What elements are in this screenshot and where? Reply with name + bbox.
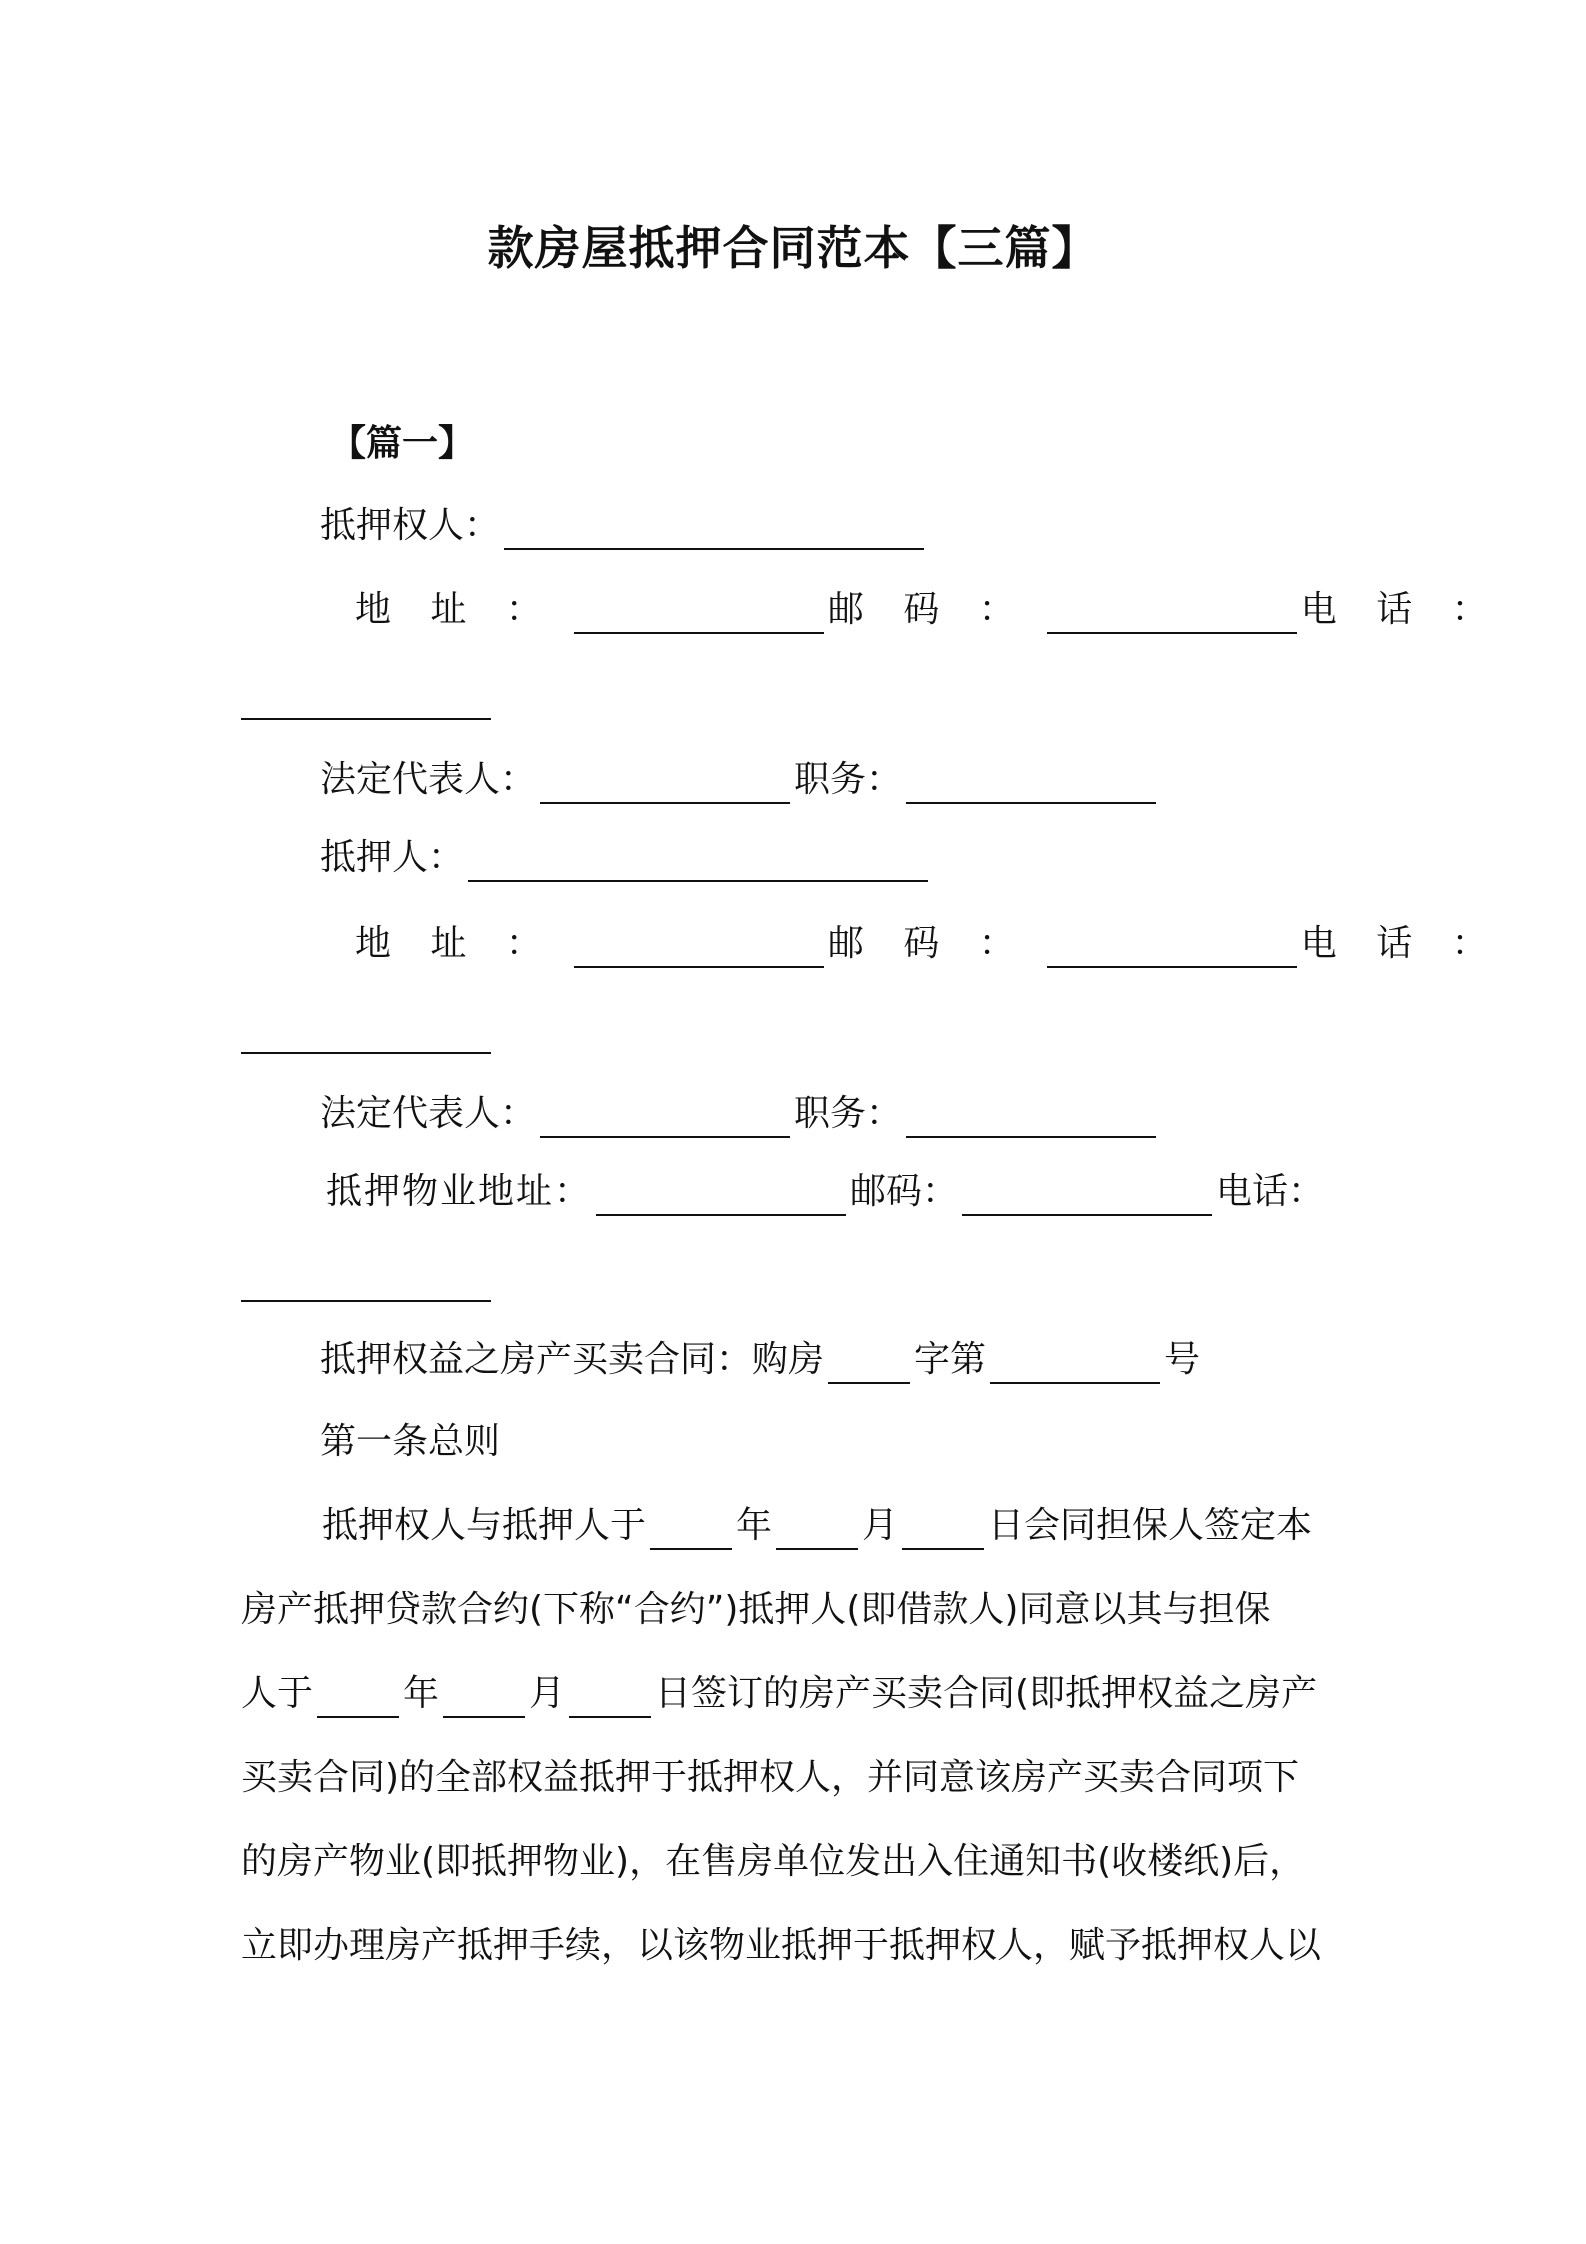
article-heading: 第一条总则 bbox=[320, 1421, 501, 1462]
legal-rep-label: 法定代表人： bbox=[320, 759, 537, 800]
mortgagor-phone-continued bbox=[241, 1006, 495, 1054]
legal-rep-blank bbox=[540, 762, 790, 804]
property-phone-label: 电话： bbox=[1216, 1171, 1325, 1212]
paragraph-line-1 bbox=[322, 1502, 1312, 1550]
contract-prefix: 抵押权益之房产买卖合同：购房 bbox=[320, 1339, 825, 1380]
paragraph-text: 年 bbox=[403, 1673, 440, 1714]
mortgagee-phone-continued bbox=[241, 672, 495, 720]
phone-label: 电 话 ： bbox=[1300, 923, 1502, 964]
paragraph-text: 月 bbox=[529, 1673, 566, 1714]
paragraph-text: 月 bbox=[862, 1505, 899, 1546]
year-blank bbox=[650, 1508, 732, 1550]
contract-char-blank bbox=[828, 1342, 910, 1384]
paragraph-line-2: 房产抵押贷款合约(下称“合约”)抵押人(即借款人)同意以其与担保 bbox=[241, 1589, 1271, 1630]
property-phone-continued bbox=[241, 1254, 495, 1302]
property-postcode-blank bbox=[962, 1174, 1212, 1216]
month-blank bbox=[443, 1676, 525, 1718]
address-label: 地 址 ： bbox=[355, 923, 556, 964]
postcode-blank bbox=[1047, 926, 1297, 968]
phone-blank bbox=[241, 1012, 491, 1054]
property-phone-blank bbox=[241, 1260, 491, 1302]
address-label: 地 址 ： bbox=[355, 589, 556, 630]
address-blank bbox=[574, 592, 824, 634]
address-blank bbox=[574, 926, 824, 968]
mortgagee-line bbox=[320, 502, 928, 550]
postcode-label: 邮 码 ： bbox=[827, 589, 1029, 630]
mortgagor-legal-rep-line bbox=[320, 1090, 1160, 1138]
paragraph-text: 抵押权人与抵押人于 bbox=[322, 1505, 647, 1546]
contract-suffix: 号 bbox=[1164, 1339, 1201, 1380]
property-postcode-label: 邮码： bbox=[850, 1171, 959, 1212]
paragraph-text: 人于 bbox=[241, 1673, 314, 1714]
position-blank bbox=[906, 762, 1156, 804]
paragraph-text: 日会同担保人签定本 bbox=[988, 1505, 1313, 1546]
paragraph-text: 年 bbox=[736, 1505, 773, 1546]
mortgagee-label: 抵押权人： bbox=[320, 505, 501, 546]
phone-label: 电 话 ： bbox=[1300, 589, 1502, 630]
mortgagee-legal-rep-line bbox=[320, 756, 1160, 804]
property-address-label: 抵押物业地址： bbox=[326, 1171, 593, 1212]
phone-blank bbox=[241, 678, 491, 720]
position-label: 职务： bbox=[794, 1093, 903, 1134]
paragraph-line-4: 买卖合同)的全部权益抵押于抵押权人，并同意该房产买卖合同项下 bbox=[241, 1757, 1300, 1798]
contract-middle: 字第 bbox=[914, 1339, 987, 1380]
mortgagor-label: 抵押人： bbox=[320, 837, 465, 878]
paragraph-text: 日签订的房产买卖合同(即抵押权益之房产 bbox=[655, 1673, 1318, 1714]
position-label: 职务： bbox=[794, 759, 903, 800]
paragraph-line-3 bbox=[241, 1670, 1317, 1718]
document-title: 款房屋抵押合同范本【三篇】 bbox=[487, 221, 1099, 275]
property-address-line bbox=[326, 1168, 1324, 1216]
postcode-label: 邮 码 ： bbox=[827, 923, 1029, 964]
mortgagor-contact-line bbox=[355, 920, 1502, 968]
mortgagee-blank bbox=[504, 508, 924, 550]
day-blank bbox=[569, 1676, 651, 1718]
position-blank bbox=[906, 1096, 1156, 1138]
contract-reference-line bbox=[320, 1336, 1200, 1384]
legal-rep-blank bbox=[540, 1096, 790, 1138]
paragraph-line-5: 的房产物业(即抵押物业)，在售房单位发出入住通知书(收楼纸)后， bbox=[241, 1841, 1306, 1882]
contract-number-blank bbox=[990, 1342, 1160, 1384]
day-blank bbox=[902, 1508, 984, 1550]
postcode-blank bbox=[1047, 592, 1297, 634]
section-heading: 【篇一】 bbox=[330, 423, 475, 464]
month-blank bbox=[776, 1508, 858, 1550]
mortgagor-blank bbox=[468, 840, 928, 882]
paragraph-line-6: 立即办理房产抵押手续，以该物业抵押于抵押权人，赋予抵押权人以 bbox=[241, 1925, 1322, 1966]
property-address-blank bbox=[596, 1174, 846, 1216]
year-blank bbox=[317, 1676, 399, 1718]
legal-rep-label: 法定代表人： bbox=[320, 1093, 537, 1134]
mortgagee-contact-line bbox=[355, 586, 1502, 634]
mortgagor-line bbox=[320, 834, 932, 882]
